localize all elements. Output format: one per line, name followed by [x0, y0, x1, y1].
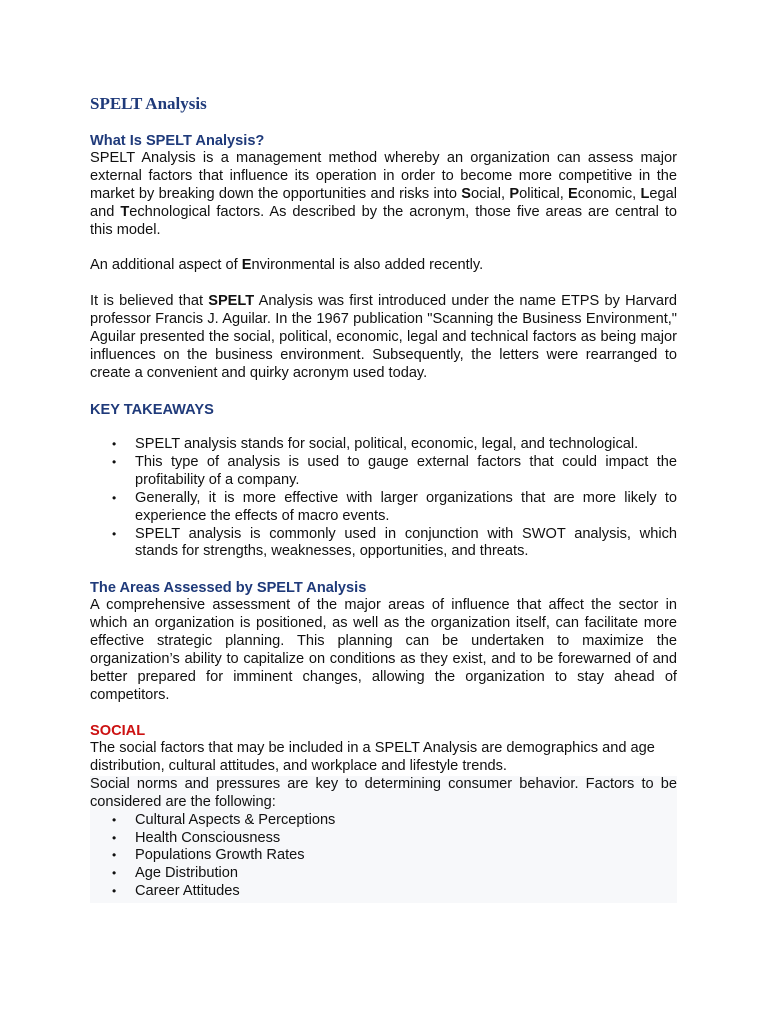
list-item: • Health Consciousness [90, 830, 677, 848]
section-social [90, 722, 677, 903]
social-paragraph-2: Social norms and pressures are key to determining consumer behavior. Factors to be considered are the following: [90, 775, 677, 810]
what-is-heading: What Is SPELT Analysis? [90, 133, 265, 149]
section-environmental [90, 257, 677, 275]
environmental-paragraph: An additional aspect of Environmental is also added recently. [90, 257, 484, 273]
section-key-takeaways [90, 401, 677, 419]
areas-paragraph: A comprehensive assessment of the major areas of influence that affect the sector in which an organization is positioned, as well as the organization itself, can facilitate more effective strategic planning. This planning can be undertaken to maximize the organization’s ability to capitalize on conditions as they exist, and to be forewarned of and better prepared for imminent changes, allowing the organization to stay ahead of competitors. [90, 597, 677, 703]
list-item: • Generally, it is more effective with larger organizations that are more likely to experience the effects of macro events. [90, 490, 677, 526]
areas-heading: The Areas Assessed by SPELT Analysis [90, 580, 367, 596]
list-item: • Age Distribution [90, 865, 677, 883]
list-item: • SPELT analysis is commonly used in conjunction with SWOT analysis, which stands for strengths, weaknesses, opportunities, and threats. [90, 526, 677, 562]
social-factors-list [90, 812, 677, 902]
history-paragraph: It is believed that SPELT Analysis was first introduced under the name ETPS by Harvard professor Francis J. Aguilar. In the 1967 publication "Scanning the Business Environment," Aguilar presented the social, political, economic, legal and technical factors as being major influences on the business environment. Subsequently, the letters were rearranged to create a convenient and quirky acronym used today. [90, 293, 678, 381]
social-heading: SOCIAL [90, 723, 146, 739]
list-item: • Populations Growth Rates [90, 847, 677, 865]
section-areas [90, 579, 677, 704]
section-what-is [90, 132, 677, 240]
social-paragraph-1: The social factors that may be included in a SPELT Analysis are demographics and age distribution, cultural attitudes, and workplace and lifestyle trends. [90, 740, 655, 774]
key-takeaways-list [90, 436, 677, 561]
document-title: SPELT Analysis [90, 94, 207, 113]
key-takeaways-list-wrap [90, 436, 677, 561]
key-takeaways-heading: KEY TAKEAWAYS [90, 402, 214, 418]
section-history [90, 293, 677, 383]
list-item: • This type of analysis is used to gauge external factors that could impact the profitability of a company. [90, 454, 677, 490]
list-item: • Cultural Aspects & Perceptions [90, 812, 677, 830]
list-item: • SPELT analysis stands for social, political, economic, legal, and technological. [90, 436, 677, 454]
social-shaded-box [90, 776, 677, 903]
list-item: • Career Attitudes [90, 883, 677, 901]
what-is-paragraph-1: SPELT Analysis is a management method whereby an organization can assess major external factors that influence its operation in order to become more competitive in the market by breaking down the opportunities and risks into Social, Political, Economic, Legal and Technological factors. As described by the acronym, those five areas are central to this model. [90, 150, 678, 238]
